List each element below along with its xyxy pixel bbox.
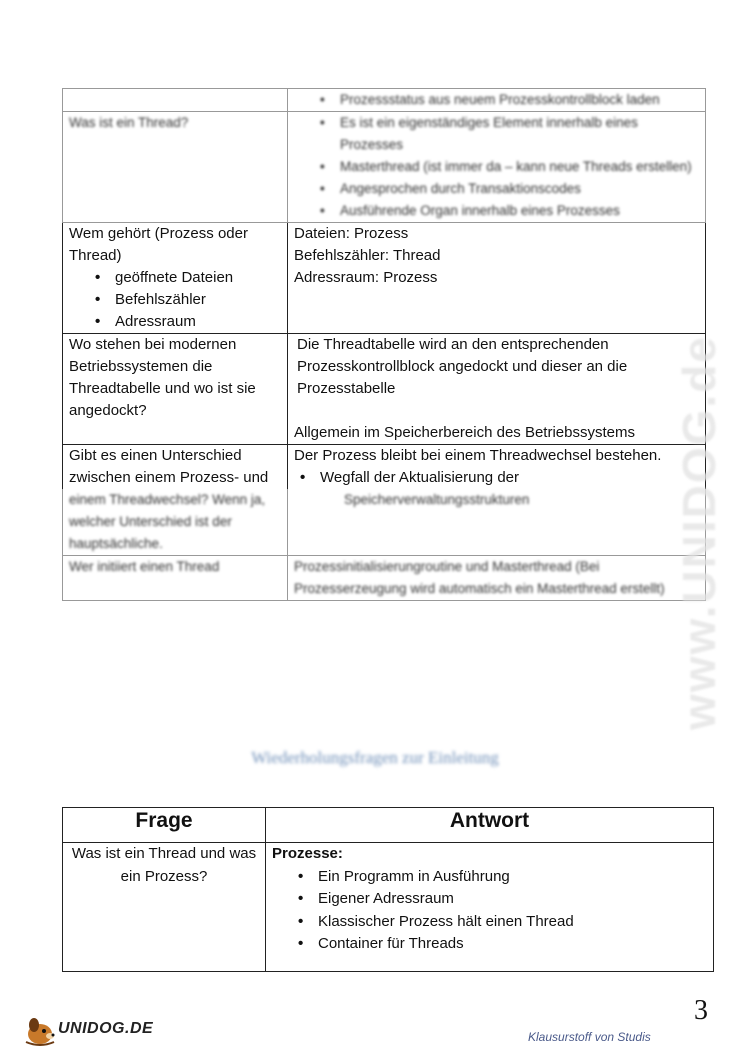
answer-line: Befehlszähler: Thread bbox=[294, 247, 441, 264]
table-row bbox=[63, 112, 706, 223]
column-header-frage: Frage bbox=[63, 808, 266, 843]
answer-heading: Prozesse: bbox=[272, 845, 343, 862]
answer-cell bbox=[266, 843, 714, 972]
list-item: • Befehlszähler bbox=[115, 289, 281, 311]
answer-line: Der Prozess bleibt bei einem Threadwechsel bestehen. bbox=[294, 447, 662, 464]
upper-table bbox=[62, 88, 706, 601]
table-row bbox=[63, 843, 714, 972]
table-row bbox=[63, 89, 706, 112]
question-cell bbox=[63, 89, 288, 112]
list-item: • Klassischer Prozess hält einen Thread bbox=[318, 911, 707, 934]
list-item: • Adressraum bbox=[115, 311, 281, 333]
question-text: Wem gehört (Prozess oder Thread) bbox=[69, 225, 248, 264]
answer-line: Adressraum: Prozess bbox=[294, 269, 438, 286]
list-item: • Wegfall der Aktualisierung der bbox=[320, 467, 699, 489]
lower-table bbox=[62, 807, 714, 972]
answer-line: Dateien: Prozess bbox=[294, 225, 409, 242]
list-item: • Prozessstatus aus neuem Prozesskontrollblock laden bbox=[340, 89, 699, 111]
answer-cell bbox=[288, 89, 706, 112]
table-header-row bbox=[63, 808, 714, 843]
list-item: • Masterthread (ist immer da – kann neue Threads erstellen) bbox=[340, 156, 699, 178]
table-row bbox=[63, 334, 706, 445]
answer-cell bbox=[288, 445, 706, 490]
logo-text: UNIDOG.DE bbox=[58, 1020, 154, 1037]
answer-paragraph: Die Threadtabelle wird an den entsprechenden Prozesskontrollblock angedockt und dieser an die Prozesstabelle bbox=[297, 336, 628, 397]
question-cell: Was ist ein Thread? bbox=[63, 112, 288, 223]
question-cell: Gibt es einen Unterschied zwischen einem Prozess- und bbox=[63, 445, 288, 490]
question-cell: Wer initiiert einen Thread bbox=[63, 556, 288, 601]
page-number: 3 bbox=[694, 995, 708, 1026]
answer-cell bbox=[288, 334, 706, 445]
section-title: Wiederholungsfragen zur Einleitung bbox=[251, 748, 499, 767]
answer-line: Speicherverwaltungsstrukturen bbox=[344, 492, 530, 507]
table-row bbox=[63, 223, 706, 334]
column-header-antwort: Antwort bbox=[266, 808, 714, 843]
list-item: • Ausführende Organ innerhalb eines Prozesses bbox=[340, 200, 699, 222]
table-row bbox=[63, 556, 706, 601]
list-item: • Angesprochen durch Transaktionscodes bbox=[340, 178, 699, 200]
list-item: • Container für Threads bbox=[318, 933, 707, 956]
answer-cell bbox=[288, 489, 706, 556]
question-cell: Wo stehen bei modernen Betriebssystemen die Threadtabelle und wo ist sie angedockt? bbox=[63, 334, 288, 445]
list-item: • Es ist ein eigenständiges Element innerhalb eines Prozesses bbox=[340, 112, 699, 156]
list-item: • geöffnete Dateien bbox=[115, 267, 281, 289]
question-cell bbox=[63, 223, 288, 334]
answer-cell: Prozessinitialisierungroutine und Masterthread (Bei Prozesserzeugung wird automatisch ein Masterthread erstellt) bbox=[288, 556, 706, 601]
table-row bbox=[63, 445, 706, 490]
list-item: • Ein Programm in Ausführung bbox=[318, 866, 707, 889]
footer-note: Klausurstoff von Studis bbox=[528, 1030, 651, 1044]
watermark: www.UNIDOG.de bbox=[673, 335, 725, 730]
question-cell: Was ist ein Thread und was ein Prozess? bbox=[63, 843, 266, 972]
answer-cell bbox=[288, 112, 706, 223]
question-cell: einem Threadwechsel? Wenn ja, welcher Unterschied ist der hauptsächliche. bbox=[63, 489, 288, 556]
answer-cell bbox=[288, 223, 706, 334]
answer-paragraph: Allgemein im Speicherbereich des Betriebssystems bbox=[294, 424, 635, 441]
table-row bbox=[63, 489, 706, 556]
list-item: • Eigener Adressraum bbox=[318, 888, 707, 911]
